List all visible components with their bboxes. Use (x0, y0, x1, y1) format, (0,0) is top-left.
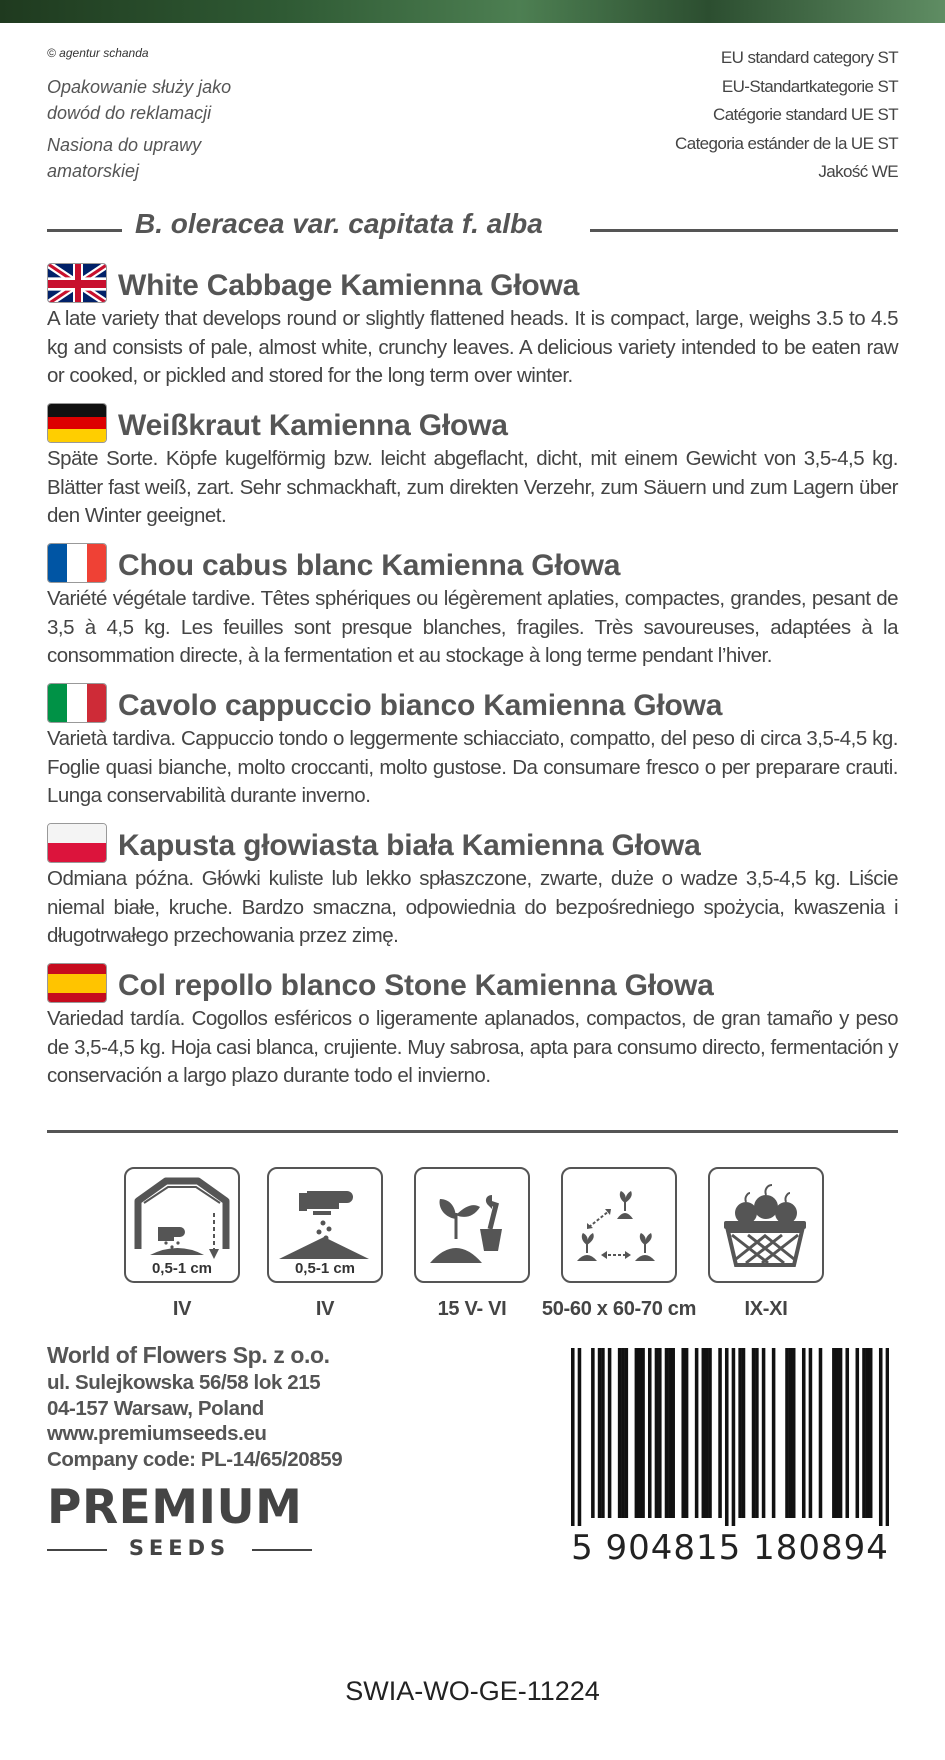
header-photo-strip (0, 0, 945, 23)
barcode-bar (641, 1348, 645, 1518)
section-title: Chou cabus blanc Kamienna Głowa (118, 549, 621, 582)
section-description: Späte Sorte. Köpfe kugelförmig bzw. leicht abgeflacht, dicht, mit einem Gewicht von 3,5-4,5 kg. Blätter fast weiß, zart. Sehr schmackhaft, zum direkten Verzehr, zum Säuern und zum Lagern über den Winter geeignet. (47, 447, 898, 527)
eu-category-de: EU-Standartkategorie ST (721, 76, 898, 96)
barcode-bar (668, 1348, 672, 1518)
section-description: Odmiana późna. Główki kuliste lub lekko spłaszczone, zwarte, duże o wadze 3,5-4,5 kg. Liście niemal białe, kruche. Bardzo smaczna, odpowiednia do bezpośredniego spożycia, kwaszenia i długotrwałego przechowania przez zimę. (47, 867, 898, 947)
section-italian (47, 683, 898, 807)
barcode-bar (862, 1348, 866, 1518)
barcode-bar (591, 1348, 595, 1518)
barcode-bar (839, 1348, 843, 1518)
eu-category-pl: Jakość WE (818, 162, 898, 181)
barcode-bar (655, 1348, 659, 1518)
company-info (47, 1340, 342, 1472)
barcode-bar (708, 1348, 712, 1518)
barcode-bar (608, 1348, 612, 1518)
barcode-bar (879, 1348, 883, 1526)
de-flag-icon (47, 403, 107, 443)
greenhouse-sowing-label: IV (172, 1298, 192, 1320)
barcode-bar (601, 1348, 605, 1518)
eu-category-en: EU standard category ST (720, 48, 898, 67)
barcode-bar (638, 1348, 642, 1518)
logo-rule (252, 1549, 312, 1551)
section-spanish (47, 963, 898, 1087)
note-line: amatorskiej (47, 161, 140, 181)
note-line: Opakowanie służy jako (47, 77, 232, 97)
company-address-city: 04-157 Warsaw, Poland (47, 1396, 264, 1420)
latin-name-row (47, 208, 898, 248)
gb-flag-icon (47, 263, 107, 303)
package-notes (47, 74, 307, 184)
plant-spacing-label: 50-60 x 60-70 cm (541, 1298, 697, 1320)
barcode-bar (869, 1348, 873, 1518)
barcode-bar (732, 1348, 736, 1526)
barcode-bar (665, 1348, 669, 1518)
sowing-depth-caption: 0,5-1 cm (294, 1260, 356, 1277)
barcode-bar (886, 1348, 889, 1526)
company-address-street: ul. Sulejkowska 56/58 lok 215 (47, 1371, 321, 1394)
barcode-bar (832, 1348, 836, 1518)
eu-category-es: Categoria estánder de la UE ST (675, 133, 898, 153)
divider-line (47, 229, 122, 232)
transplanting-label: 15 V- VI (437, 1298, 507, 1320)
product-sku: SWIA-WO-GE-11224 (345, 1676, 600, 1706)
outdoor-sowing-icon (267, 1167, 383, 1283)
harvest-label: IX-XI (744, 1298, 788, 1320)
barcode-bar (738, 1348, 742, 1518)
barcode-bar (789, 1348, 793, 1518)
barcode-bar (618, 1348, 622, 1518)
section-english (47, 263, 898, 387)
plant-spacing-icon (561, 1167, 677, 1283)
eu-category-list (675, 44, 898, 187)
harvest-basket-icon (708, 1167, 824, 1283)
section-polish (47, 823, 898, 947)
barcode-bar (755, 1348, 759, 1518)
barcode-bar (681, 1348, 685, 1518)
barcode-bar (671, 1348, 675, 1518)
section-german (47, 403, 898, 527)
fr-flag-icon (47, 543, 107, 583)
pl-flag-icon (47, 823, 107, 863)
barcode-bar (685, 1348, 689, 1518)
company-name: World of Flowers Sp. z o.o. (47, 1342, 330, 1368)
barcode-bar (621, 1348, 625, 1518)
section-title: Weißkraut Kamienna Głowa (118, 409, 508, 442)
barcode-bar (856, 1348, 860, 1518)
barcode-number: 5 904815 180894 (571, 1528, 889, 1568)
barcode-bar (809, 1348, 813, 1518)
section-description: Varietà tardiva. Cappuccio tondo o leggermente schiacciato, compatto, del peso di circa 3,5-4,5 kg. Foglie quasi bianche, molto croccanti, molto gustose. Da consumare fresco o per preparare crauti. Lunga conservabilità durante inverno. (47, 727, 898, 807)
section-description: Variété végétale tardive. Têtes sphériques ou légèrement aplaties, compactes, grandes, pesant de 3,5 à 4,5 kg. Les feuilles sont presque blanches, fragiles. Très savoureuses, adaptées à la consommation directe, à la fermentation et au stockage à long terme pendant l’hiver. (47, 587, 898, 667)
barcode-bar (785, 1348, 789, 1518)
barcode-bar (635, 1348, 639, 1518)
note-line: Nasiona do uprawy (47, 135, 202, 155)
barcode-bar (571, 1348, 575, 1526)
outdoor-sowing-label: IV (315, 1298, 335, 1320)
barcode-bar (742, 1348, 746, 1518)
logo-subtitle: SEEDS (128, 1536, 231, 1560)
barcode-bar (718, 1348, 722, 1518)
section-description: A late variety that develops round or slightly flattened heads. It is compact, large, weighs 3.5 to 4.5 kg and consists of pale, almost white, crunchy leaves. A delicious variety intended to be eaten raw or cooked, or pickled and stored for the long term over winter. (47, 307, 898, 387)
company-website: www.premiumseeds.eu (47, 1422, 267, 1445)
company-code: Company code: PL-14/65/20859 (47, 1447, 343, 1471)
sowing-depth-caption: 0,5-1 cm (151, 1260, 213, 1277)
it-flag-icon (47, 683, 107, 723)
section-french (47, 543, 898, 667)
eu-category-fr: Catégorie standard UE ST (713, 105, 898, 124)
barcode-bar (772, 1348, 776, 1518)
barcode-bar (752, 1348, 756, 1518)
logo-word: PREMIUM (47, 1480, 303, 1535)
greenhouse-sowing-icon (124, 1167, 240, 1283)
barcode-bar (792, 1348, 796, 1518)
es-flag-icon (47, 963, 107, 1003)
barcode-bar (695, 1348, 699, 1518)
barcode-bar (648, 1348, 652, 1518)
premium-seeds-logo (47, 1482, 312, 1562)
barcode-icon (571, 1348, 889, 1526)
barcode-bar (725, 1348, 729, 1526)
barcode-bar (762, 1348, 766, 1518)
latin-name: B. oleracea var. capitata f. alba (135, 208, 543, 239)
section-title: Col repollo blanco Stone Kamienna Głowa (118, 969, 714, 1002)
section-title: Cavolo cappuccio bianco Kamienna Głowa (118, 689, 723, 722)
barcode-bar (819, 1348, 823, 1518)
barcode-bar (705, 1348, 709, 1518)
barcode-bar (598, 1348, 602, 1518)
section-title: White Cabbage Kamienna Głowa (118, 269, 580, 302)
barcode-bar (835, 1348, 839, 1518)
barcode-bar (578, 1348, 582, 1526)
section-divider (47, 1130, 898, 1133)
section-title: Kapusta głowiasta biała Kamienna Głowa (118, 829, 701, 862)
barcode-bar (802, 1348, 806, 1518)
divider-line (590, 229, 898, 232)
copyright-note: © agentur schanda (47, 46, 149, 60)
note-line: dowód do reklamacji (47, 103, 212, 123)
barcode-bar (702, 1348, 706, 1518)
barcode-bar (845, 1348, 849, 1518)
section-description: Variedad tardía. Cogollos esféricos o ligeramente aplanados, compactos, de gran tamaño y peso de 3,5-4,5 kg. Hoja casi blanca, crujiente. Muy sabrosa, apta para consumo directo, fermentación y conservación a largo plazo durante todo el invierno. (47, 1007, 898, 1087)
transplanting-icon (414, 1167, 530, 1283)
barcode-bar (625, 1348, 629, 1518)
barcode-bar (866, 1348, 870, 1518)
barcode-bar (658, 1348, 662, 1518)
